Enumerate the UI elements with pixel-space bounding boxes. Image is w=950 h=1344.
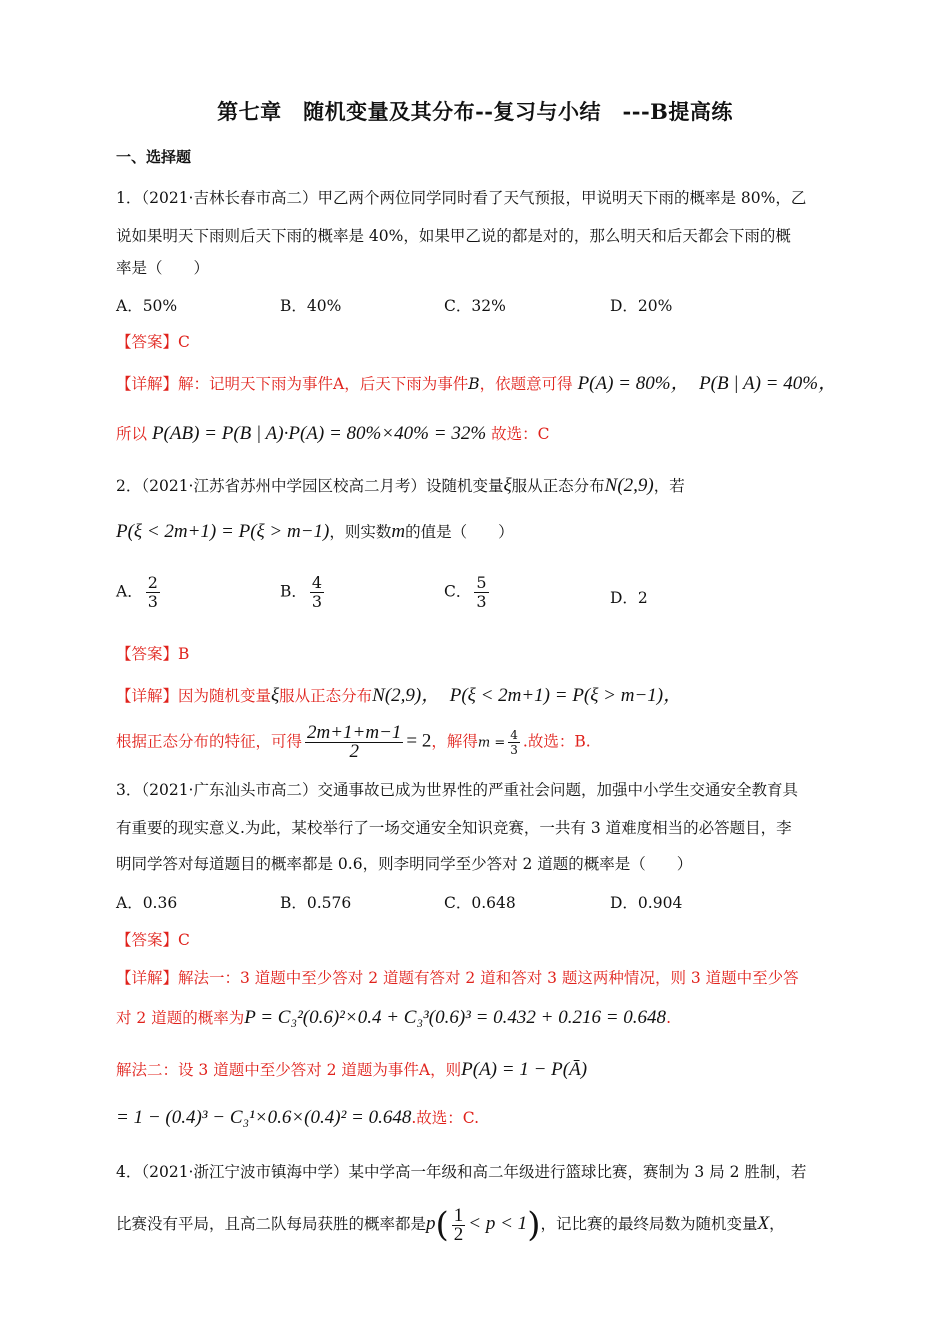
- q2-detail-line1: [116, 684, 682, 708]
- detail-math: P(A) = 1 − P(Ā): [461, 1059, 588, 1080]
- detail-text-2: ，解得: [431, 732, 478, 751]
- cond-fraction: [452, 1204, 466, 1245]
- detail-math: = 1 − (0.4)³ − C₃¹×0.6×(0.4)² = 0.648: [116, 1107, 412, 1128]
- q3-stem-line3: 明同学答对每道题目的概率都是 0.6，则李明同学至少答对 2 道题的概率是（ ）: [116, 855, 693, 873]
- q2-answer: 【答案】B: [116, 645, 190, 663]
- frac-num: 2m+1+m−1: [307, 722, 402, 743]
- frac-num: 4: [510, 728, 518, 742]
- detail-text: 解：记明天下雨为事件A，后天下雨为事件: [178, 375, 469, 393]
- normal-dist: N(2,9): [604, 475, 654, 496]
- q1-option-a: A．50%: [116, 297, 178, 315]
- option-fraction: [146, 574, 160, 611]
- q1-stem-line2: 说如果明天下雨则后天下雨的概率是 40%，如果甲乙说的都是对的，那么明天和后天都会下雨的概: [116, 227, 791, 245]
- detail-math: P = C₃²(0.6)²×0.4 + C₃³(0.6)³ = 0.432 + 0.216 = 0.648: [244, 1007, 667, 1028]
- q2-option-d: D．2: [610, 589, 648, 607]
- m-eq: m =: [477, 735, 506, 751]
- option-label: A．: [116, 582, 143, 601]
- detail-text: 【详解】因为随机变量: [116, 687, 272, 705]
- detail-text: 对 2 道题的概率为: [116, 1009, 245, 1027]
- detail-conclusion: 故选：C: [491, 425, 550, 443]
- option-label: C．: [444, 582, 472, 601]
- x-symbol: X: [757, 1213, 770, 1234]
- q2-stem-line2: [116, 520, 514, 544]
- detail-text: 根据正态分布的特征，可得: [116, 732, 303, 751]
- detail-text: 解法二：设 3 道题中至少答对 2 道题为事件A，则: [116, 1061, 462, 1079]
- detail-math: N(2,9)， P(ξ < 2m+1) = P(ξ > m−1)，: [372, 685, 683, 706]
- m-symbol: m: [391, 521, 406, 542]
- q1-option-b: B．40%: [280, 297, 342, 315]
- left-paren: (: [435, 1205, 449, 1245]
- p-symbol: p: [426, 1213, 436, 1234]
- frac-den: 3: [147, 592, 158, 611]
- stem-text-2: 的值是（ ）: [405, 523, 514, 541]
- q3-detail-line4: [116, 1106, 479, 1130]
- q3-option-a: A．0.36: [116, 894, 178, 912]
- option-fraction: [474, 574, 488, 611]
- frac-den: 3: [476, 592, 487, 611]
- event-b: B: [468, 375, 480, 393]
- q2-detail-line2: [116, 724, 591, 761]
- stem-text: 2．（2021·江苏省苏州中学园区校高二月考）设随机变量: [116, 477, 504, 495]
- right-paren: ): [527, 1205, 541, 1245]
- detail-eq: = 2: [406, 730, 432, 752]
- q1-detail-line2: [116, 422, 549, 446]
- detail-conclusion: .故选：C.: [411, 1109, 480, 1127]
- q3-stem-line1: 3．（2021·广东汕头市高二）交通事故已成为世界性的严重社会问题，加强中小学生交通安全教育具: [116, 781, 798, 799]
- q3-detail-line2: [116, 1006, 671, 1030]
- stem-text-2: 服从正态分布: [511, 477, 605, 495]
- detail-math: P(A) = 80%， P(B | A) = 40%，: [577, 373, 838, 394]
- detail-text-2: 服从正态分布: [279, 687, 373, 705]
- q2-option-b: [280, 574, 327, 611]
- frac-num: 4: [311, 573, 323, 592]
- stem-math: P(ξ < 2m+1) = P(ξ > m−1): [116, 521, 330, 542]
- frac-den: 2: [453, 1223, 464, 1245]
- detail-text-2: ，依题意可得: [479, 375, 573, 393]
- q1-answer: 【答案】C: [116, 333, 190, 351]
- q3-detail-line3: [116, 1058, 587, 1082]
- stem-text: ，则实数: [329, 523, 392, 541]
- detail-fraction: [305, 724, 403, 761]
- q1-option-d: D．20%: [610, 297, 673, 315]
- q1-option-c: C．32%: [444, 297, 506, 315]
- frac-num: 2: [147, 573, 158, 592]
- q4-stem-line1: 4．（2021·浙江宁波市镇海中学）某中学高一年级和高二年级进行篮球比赛，赛制为 3 局 2 胜制，若: [116, 1163, 807, 1181]
- q1-detail-line1: [116, 372, 837, 396]
- q2-option-a: [116, 574, 163, 611]
- detail-conclusion: .故选：B.: [522, 732, 591, 751]
- detail-tag: 【详解】: [116, 375, 179, 393]
- option-fraction: [310, 574, 324, 611]
- frac-den: 3: [510, 743, 518, 757]
- xi-symbol: ξ: [271, 685, 280, 706]
- page-title: 第七章 随机变量及其分布--复习与小结 ---B提高练: [217, 99, 733, 124]
- stem-text-3: ，若: [653, 477, 685, 495]
- detail-fraction-2: [508, 728, 520, 757]
- q1-stem-line1: 1．（2021·吉林长春市高二）甲乙两个两位同学同时看了天气预报，甲说明天下雨的概率是 80%，乙: [116, 189, 807, 207]
- section-heading: 一、选择题: [116, 148, 192, 166]
- frac-num: 5: [476, 573, 487, 592]
- q2-stem-line1: [116, 474, 685, 498]
- frac-den: 2: [349, 741, 359, 762]
- condition: < p < 1: [468, 1213, 528, 1234]
- detail-math: P(AB) = P(B | A)·P(A) = 80%×40% = 32%: [151, 423, 487, 444]
- stem-comma: ，: [769, 1215, 785, 1233]
- option-label: B．: [280, 582, 307, 601]
- xi-symbol: ξ: [503, 475, 512, 496]
- detail-prefix: 所以: [116, 425, 148, 443]
- q2-option-c: [444, 574, 492, 611]
- stem-text: 比赛没有平局，且高二队每局获胜的概率都是: [116, 1215, 427, 1233]
- frac-num: 1: [453, 1204, 464, 1226]
- q3-answer: 【答案】C: [116, 931, 190, 949]
- stem-text-2: ，记比赛的最终局数为随机变量: [540, 1215, 758, 1233]
- q3-option-b: B．0.576: [280, 894, 352, 912]
- q3-stem-line2: 有重要的现实意义.为此，某校举行了一场交通安全知识竞赛，一共有 3 道难度相当的必答题目，李: [116, 819, 792, 837]
- q4-stem-line2: [116, 1204, 785, 1245]
- q1-stem-line3: 率是（ ）: [116, 259, 210, 277]
- q3-option-d: D．0.904: [610, 894, 683, 912]
- frac-den: 3: [311, 592, 323, 611]
- q3-option-c: C．0.648: [444, 894, 516, 912]
- detail-period: .: [666, 1009, 671, 1027]
- q3-detail-line1: 【详解】解法一：3 道题中至少答对 2 道题有答对 2 道和答对 3 题这两种情况，则 3 道题中至少答: [116, 969, 799, 987]
